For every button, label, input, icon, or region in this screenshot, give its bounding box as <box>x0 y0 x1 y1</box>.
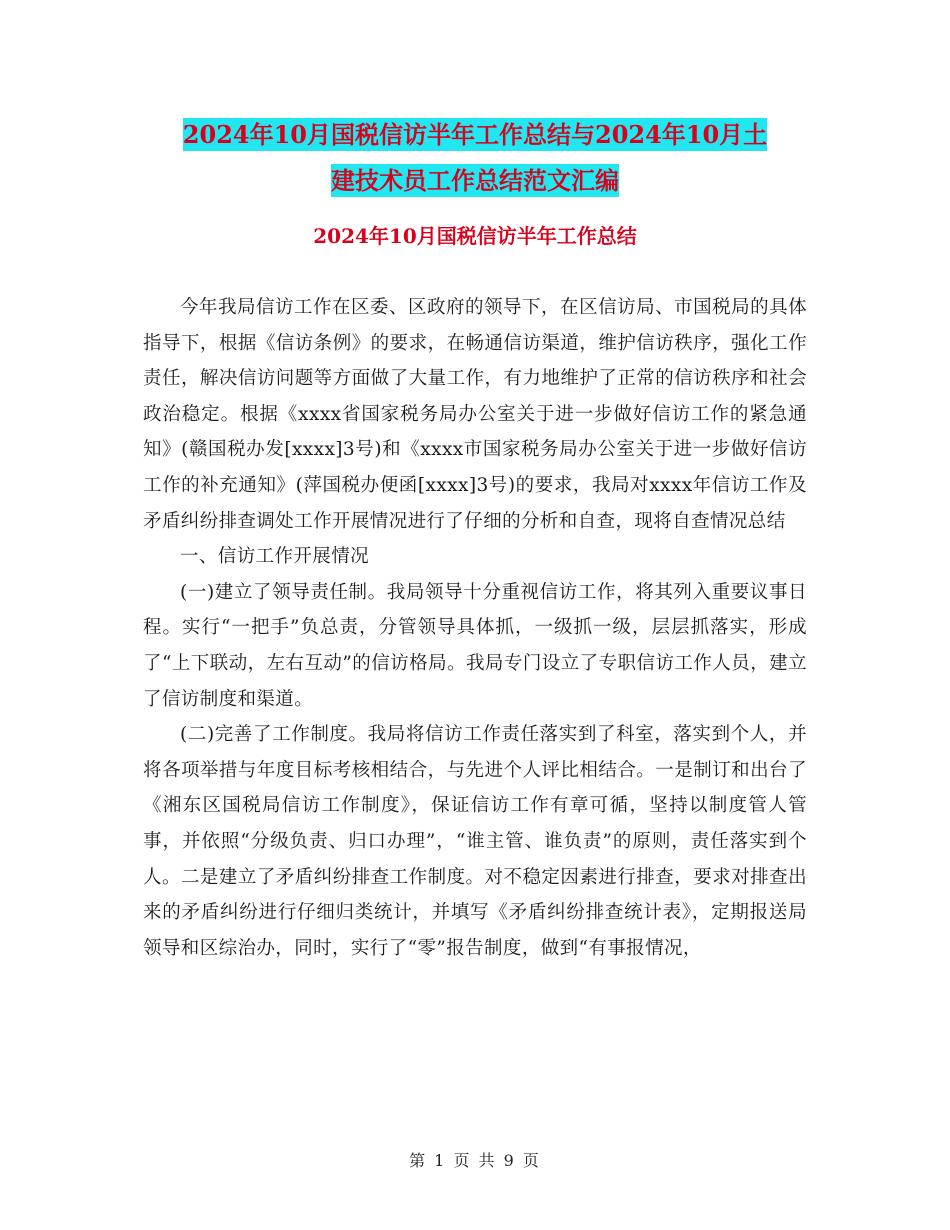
section-title: 2024年10月国税信访半年工作总结 <box>313 224 637 248</box>
paragraph-heading-1: 一、信访工作开展情况 <box>180 546 370 568</box>
document-title-line1: 2024年10月国税信访半年工作总结与2024年10月土 <box>182 120 768 149</box>
document-title <box>140 112 810 204</box>
page-number-footer: 第 1 页 共 9 页 <box>409 1151 541 1170</box>
paragraph-intro: 今年我局信访工作在区委、区政府的领导下，在区信访局、市国税局的具体指导下，根据《信访条例》的要求，在畅通信访渠道，维护信访秩序，强化工作责任，解决信访问题等方面做了大量工作，有力地维护了正常的信访秩序和社会政治稳定。根据《xxxx省国家税务局办公室关于进一步做好信访工作的紧急通知》(赣国税办发[xxxx]3号)和《xxxx市国家税务局办公室关于进一步做好信访工作的补充通知》(萍国税办便函[xxxx]3号)的要求，我局对xxxx年信访工作及矛盾纠纷排查调处工作开展情况进行了仔细的分析和自查，现将自查情况总结 <box>143 297 807 532</box>
paragraph-item-2: (二)完善了工作制度。我局将信访工作责任落实到了科室，落实到个人，并将各项举措与年度目标考核相结合，与先进个人评比相结合。一是制订和出台了《湘东区国税局信访工作制度》，保证信访工作有章可循，坚持以制度管人管事，并依照“分级负责、归口办理”，“谁主管、谁负责”的原则，责任落实到个人。二是建立了矛盾纠纷排查工作制度。对不稳定因素进行排查，要求对排查出来的矛盾纠纷进行仔细归类统计，并填写《矛盾纠纷排查统计表》，定期报送局领导和区综治办，同时，实行了“零”报告制度，做到“有事报情况， <box>143 724 807 959</box>
document-body <box>143 290 807 966</box>
paragraph-item-1: (一)建立了领导责任制。我局领导十分重视信访工作，将其列入重要议事日程。实行“一把手”负总责，分管领导具体抓，一级抓一级，层层抓落实，形成了“上下联动，左右互动”的信访格局。我局专门设立了专职信访工作人员，建立了信访制度和渠道。 <box>143 581 807 710</box>
document-title-line2: 建技术员工作总结范文汇编 <box>331 166 619 195</box>
